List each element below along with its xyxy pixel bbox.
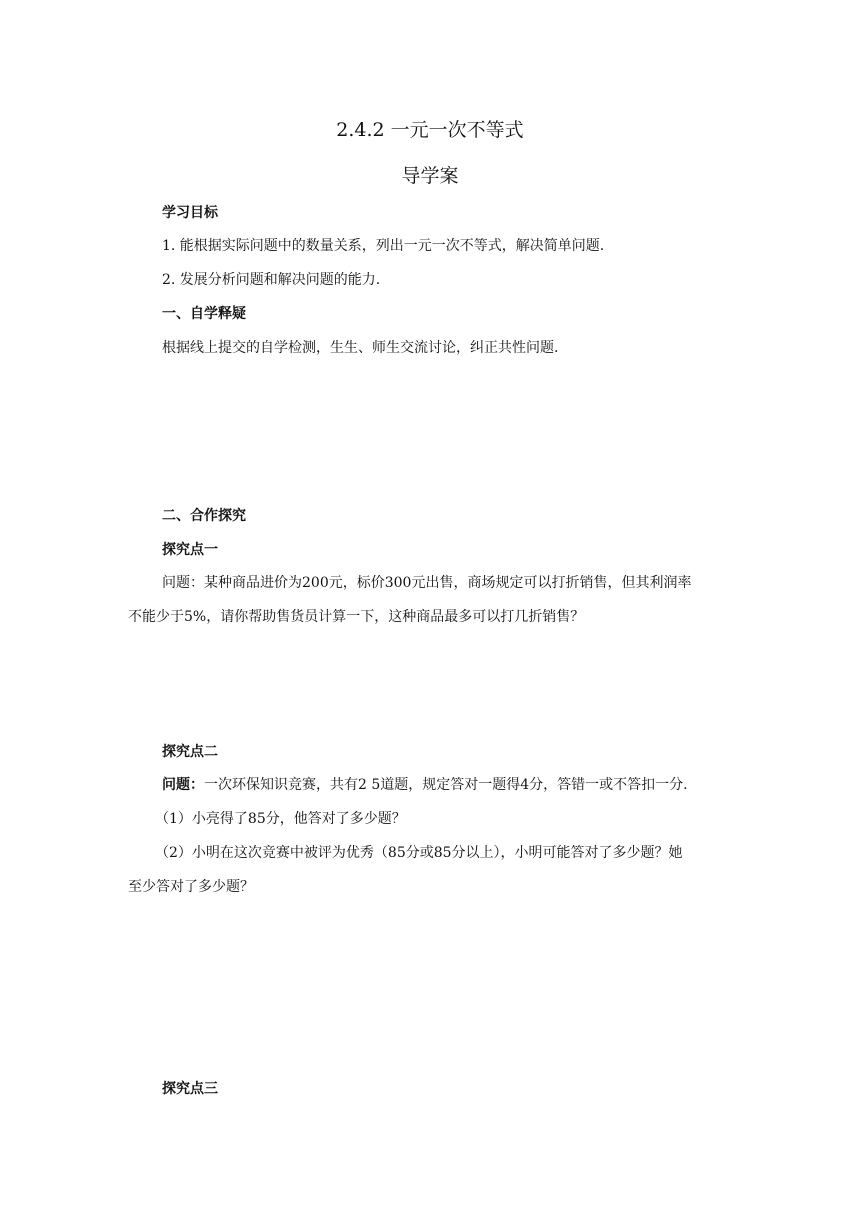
point2-problem-line1 bbox=[162, 775, 688, 795]
section1-text: 根据线上提交的自学检测，生生、师生交流讨论，纠正共性问题. bbox=[162, 340, 559, 356]
point2-problem-label: 问题： bbox=[162, 777, 204, 793]
goal-item-1: 1. 能根据实际问题中的数量关系，列出一元一次不等式，解决简单问题. bbox=[162, 238, 605, 254]
point1-problem-line2: 不能少于5%，请你帮助售货员计算一下，这种商品最多可以打几折销售？ bbox=[128, 609, 585, 625]
point2-question-2-line1: （2）小明在这次竞赛中被评为优秀（85分或85分以上），小明可能答对了多少题？她 bbox=[155, 845, 683, 861]
section2-heading: 二、合作探究 bbox=[162, 508, 246, 524]
document-title: 2.4.2 一元一次不等式 bbox=[336, 119, 524, 141]
point1-problem-line1: 问题：某种商品进价为200元，标价300元出售，商场规定可以打折销售，但其利润率 bbox=[162, 575, 692, 591]
point2-heading: 探究点二 bbox=[162, 744, 218, 760]
point2-question-1: （1）小亮得了85分，他答对了多少题？ bbox=[155, 811, 406, 827]
point1-heading: 探究点一 bbox=[162, 542, 218, 558]
point3-heading: 探究点三 bbox=[162, 1081, 218, 1097]
point2-question-2-line2: 至少答对了多少题？ bbox=[128, 879, 254, 895]
point2-problem-text: 一次环保知识竞赛，共有2 5道题，规定答对一题得4分，答错一或不答扣一分. bbox=[204, 777, 688, 793]
goal-item-2: 2. 发展分析问题和解决问题的能力. bbox=[162, 272, 381, 288]
document-subtitle: 导学案 bbox=[401, 165, 459, 187]
goals-heading: 学习目标 bbox=[162, 205, 218, 221]
section1-heading: 一、自学释疑 bbox=[162, 306, 246, 322]
